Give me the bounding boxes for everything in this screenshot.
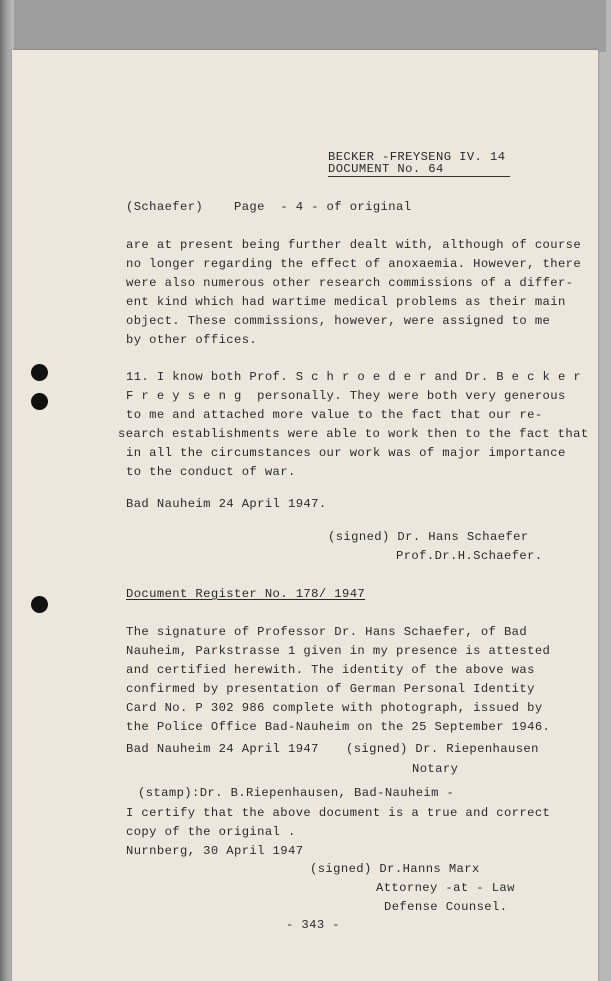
place-date: Bad Nauheim 24 April 1947 — [126, 742, 319, 756]
body-line: confirmed by presentation of German Personal Identity — [126, 682, 535, 696]
certification-line: I certify that the above document is a true and correct — [126, 806, 551, 820]
punch-hole — [31, 393, 48, 410]
signature-name: Prof.Dr.H.Schaefer. — [396, 549, 543, 563]
document-page — [12, 50, 598, 981]
body-line: 11. I know both Prof. S c h r o e d e r and Dr. B e c k e r — [126, 370, 582, 384]
document-register: Document Register No. 178/ 1947 — [126, 587, 366, 601]
body-line: to the conduct of war. — [126, 465, 296, 479]
body-line: and certified herewith. The identity of the above was — [126, 663, 535, 677]
place-date: Bad Nauheim 24 April 1947. — [126, 497, 327, 511]
document-header-line2: DOCUMENT No. 64 — [328, 162, 444, 176]
body-line: no longer regarding the effect of anoxaemia. However, there — [126, 257, 582, 271]
counsel-title: Defense Counsel. — [384, 900, 508, 914]
body-line: in all the circumstances our work was of major importance — [126, 446, 566, 460]
body-line: ent kind which had wartime medical problems as their main — [126, 295, 566, 309]
notary-title: Notary — [412, 762, 459, 776]
stamp-text: (stamp):Dr. B.Riepenhausen, Bad-Nauheim - — [138, 786, 455, 800]
punch-hole — [31, 364, 48, 381]
body-line: are at present being further dealt with, although of course — [126, 238, 582, 252]
body-line: F r e y s e n g personally. They were both very generous — [126, 389, 566, 403]
page-reference: (Schaefer) Page - 4 - of original — [126, 200, 412, 214]
body-line: search establishments were able to work then to the fact that — [118, 427, 589, 441]
signature-line: (signed) Dr.Hanns Marx — [310, 862, 480, 876]
header-rule — [328, 176, 510, 177]
signature-line: (signed) Dr. Hans Schaefer — [328, 530, 529, 544]
scan-top-strip — [14, 0, 606, 52]
body-line: by other offices. — [126, 333, 258, 347]
body-line: were also numerous other research commissions of a differ- — [126, 276, 574, 290]
punch-hole — [31, 596, 48, 613]
place-date: Nurnberg, 30 April 1947 — [126, 844, 304, 858]
certification-line: copy of the original . — [126, 825, 296, 839]
body-line: to me and attached more value to the fact that our re- — [126, 408, 543, 422]
page-number: - 343 - — [286, 918, 340, 932]
body-line: The signature of Professor Dr. Hans Schaefer, of Bad — [126, 625, 528, 639]
body-line: Nauheim, Parkstrasse 1 given in my presence is attested — [126, 644, 551, 658]
body-line: object. These commissions, however, were assigned to me — [126, 314, 551, 328]
attorney-title: Attorney -at - Law — [376, 881, 515, 895]
body-line: Card No. P 302 986 complete with photograph, issued by — [126, 701, 543, 715]
body-line: the Police Office Bad-Nauheim on the 25 September 1946. — [126, 720, 551, 734]
signature-line: (signed) Dr. Riepenhausen — [346, 742, 539, 756]
document-header-line1: BECKER -FREYSENG IV. 14 — [328, 150, 506, 164]
